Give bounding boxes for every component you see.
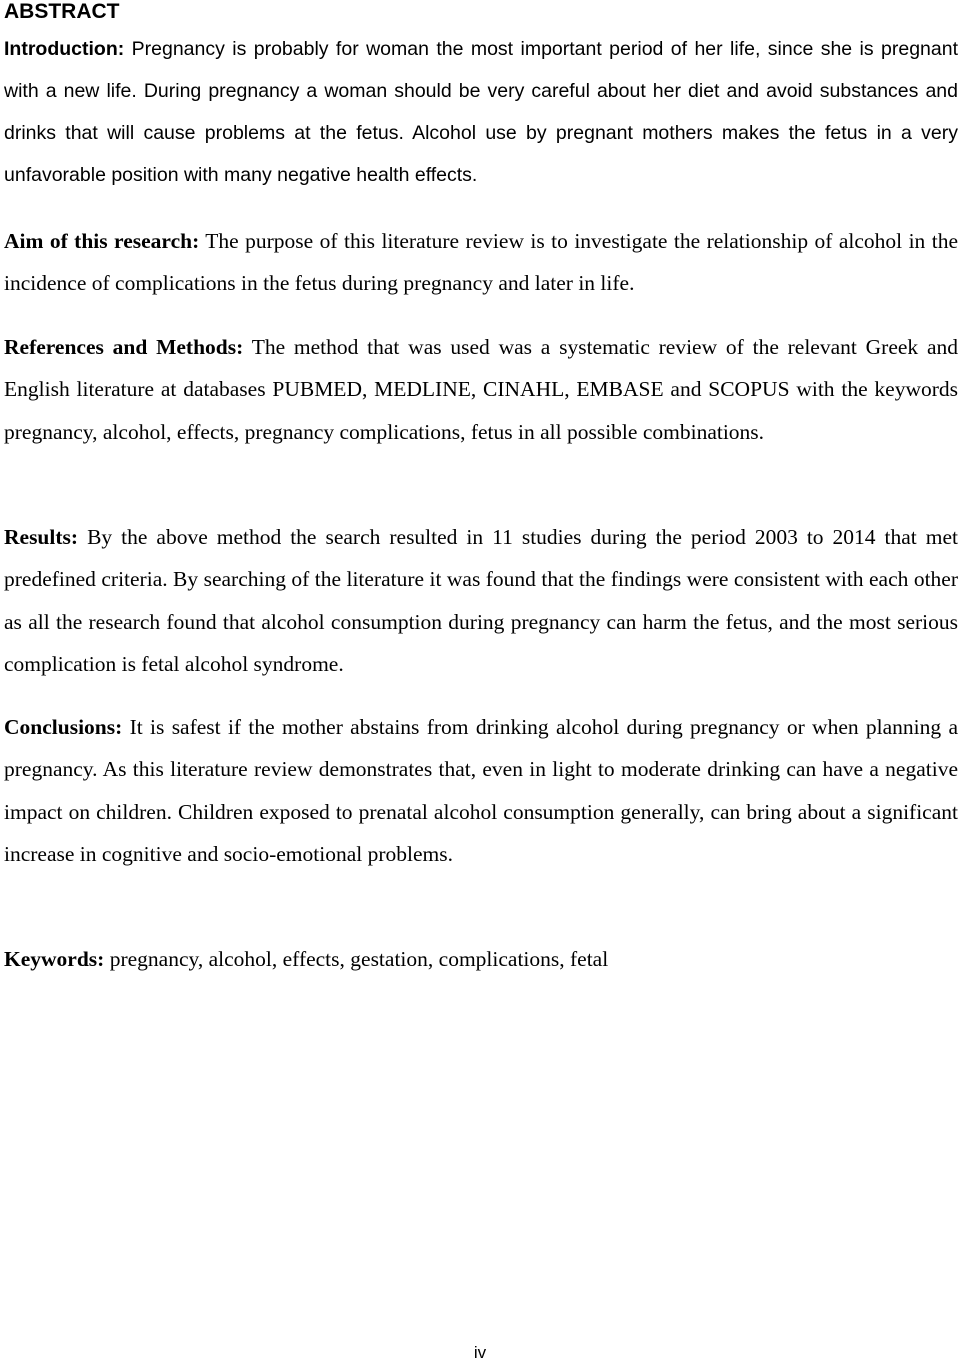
abstract-heading: ABSTRACT: [4, 0, 120, 23]
introduction-label: Introduction:: [4, 38, 125, 60]
keywords-paragraph: [4, 938, 958, 980]
aim-label: Aim of this research:: [4, 229, 200, 253]
introduction-text: Pregnancy is probably for woman the most important period of her life, since she is pregnant with a new life. During pregnancy a woman should be very careful about her diet and avoid substances and drinks that will cause problems at the fetus. Alcohol use by pregnant mothers makes the fetus in a very unfavorable position with many negative health effects.: [4, 38, 958, 186]
keywords-text: pregnancy, alcohol, effects, gestation, complications, fetal: [109, 947, 609, 971]
page-number: iv: [473, 1343, 487, 1362]
introduction-paragraph: [4, 28, 958, 196]
methods-text: The method that was used was a systematic review of the relevant Greek and English literature at databases PUBMED, MEDLINE, CINAHL, EMBASE and SCOPUS with the keywords pregnancy, alcohol, effects, pregnancy complications, fetus in all possible combinations.: [4, 335, 958, 444]
results-paragraph: [4, 516, 958, 686]
results-text: By the above method the search resulted in 11 studies during the period 2003 to 2014 that met predefined criteria. By searching of the literature it was found that the findings were consistent with each other as all the research found that alcohol consumption during pregnancy can harm the fetus, and the most serious complication is fetal alcohol syndrome.: [4, 525, 959, 677]
aim-paragraph: [4, 220, 958, 305]
results-label: Results:: [4, 525, 79, 549]
methods-label: References and Methods:: [4, 335, 244, 359]
methods-paragraph: [4, 326, 958, 453]
conclusions-label: Conclusions:: [4, 715, 123, 739]
aim-text: The purpose of this literature review is to investigate the relationship of alcohol in the incidence of complications in the fetus during pregnancy and later in life.: [4, 229, 958, 296]
keywords-label: Keywords:: [4, 947, 105, 971]
conclusions-text: It is safest if the mother abstains from drinking alcohol during pregnancy or when planning a pregnancy. As this literature review demonstrates that, even in light to moderate drinking can have a negative impact on children. Children exposed to prenatal alcohol consumption generally, can bring about a significant increase in cognitive and socio-emotional problems.: [4, 715, 959, 867]
conclusions-paragraph: [4, 706, 958, 876]
